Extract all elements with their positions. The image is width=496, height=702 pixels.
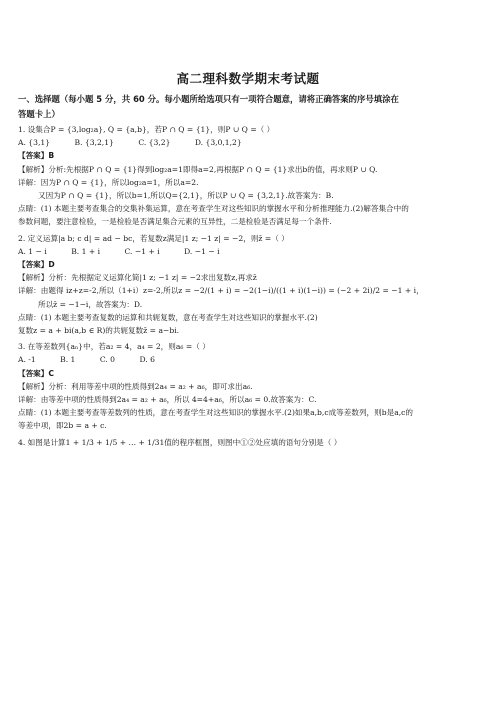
question-3 bbox=[18, 340, 480, 432]
q1-analysis: 【解析】分析:先根据P ∩ Q = {1}得到log₂a=1即得a=2,再根据P ∩ Q = {1}求出b的值，再求则P ∪ Q. bbox=[18, 164, 378, 174]
q2-option-b: B. 1 + i bbox=[71, 246, 101, 256]
question-2 bbox=[18, 232, 480, 338]
q1-stem: 1. 设集合P = {3,log₂a}, Q = {a,b}，若P ∩ Q = {1}，则P ∪ Q =（ ） bbox=[18, 125, 275, 134]
q2-detail-2: 所以z̄ = −1−i，故答案为：D. bbox=[38, 299, 143, 309]
exam-content bbox=[18, 92, 480, 449]
q2-stem: 2. 定义运算|a b; c d| = ad − bc，若复数z满足|1 z; −1 z| = −2，则z̄ =（ ） bbox=[18, 233, 289, 243]
q3-detail-1: 详解：由等差中项的性质得到2a₄ = a₂ + a₆，所以 4=4+a₆，所以a₆ = 0.故答案为：C. bbox=[18, 395, 317, 405]
section-heading-line2: 答题卡上） bbox=[18, 108, 60, 119]
q2-comment-1: 点睛：(1) 本题主要考查复数的运算和共轭复数，意在考查学生对这些知识的掌握水平.(2) bbox=[18, 312, 318, 322]
q2-comment-2: 复数z = a + bi(a,b ∈ R)的共轭复数z̄ = a−bi. bbox=[18, 326, 180, 336]
q3-option-d: D. 6 bbox=[139, 355, 155, 365]
q3-comment-2: 等差中项，即2b = a + c. bbox=[18, 421, 107, 431]
q2-options bbox=[18, 245, 480, 258]
q3-analysis: 【解析】分析：利用等差中项的性质得到2a₄ = a₂ + a₆，即可求出a₆. bbox=[18, 381, 253, 391]
q3-option-a: A. -1 bbox=[18, 355, 36, 365]
q2-option-d: D. −1 − i bbox=[184, 246, 220, 256]
page-title: 高二理科数学期末考试题 bbox=[176, 71, 320, 86]
q1-option-d: D. {3,0,1,2} bbox=[194, 138, 242, 148]
q4-stem: 4. 如图是计算1 + 1/3 + 1/5 + … + 1/31值的程序框图，则图中①②处应填的语句分别是（ ） bbox=[18, 437, 342, 447]
q3-answer: 【答案】C bbox=[18, 368, 54, 378]
q1-answer: 【答案】B bbox=[18, 151, 55, 161]
q1-detail-1: 详解：因为P ∩ Q = {1}，所以log₂a=1，所以a=2. bbox=[18, 177, 199, 187]
q1-option-b: B. {3,2,1} bbox=[74, 138, 114, 148]
q2-option-a: A. 1 − i bbox=[18, 246, 47, 256]
q1-comment-1: 点睛：(1) 本题主要考查集合的交集补集运算，意在考查学生对这些知识的掌握水平和分析推理能力.(2)解答集合中的 bbox=[18, 204, 409, 214]
q2-answer: 【答案】D bbox=[18, 260, 55, 270]
q3-comment-1: 点睛：(1) 本题主要考查等差数列的性质，意在考查学生对这些知识的掌握水平.(2)如果a,b,c成等差数列，则b是a,c的 bbox=[18, 408, 413, 418]
q1-option-a: A. {3,1} bbox=[18, 138, 51, 148]
q3-stem: 3. 在等差数列{aₙ}中，若a₂ = 4，a₄ = 2，则a₆ =（ ） bbox=[18, 342, 210, 352]
q1-detail-2: 又因为P ∩ Q = {1}，所以b=1,所以Q={2,1}，所以P ∪ Q = {3,2,1}.故答案为：B. bbox=[38, 191, 334, 201]
q2-option-c: C. −1 + i bbox=[124, 246, 160, 256]
q1-option-c: C. {3,2} bbox=[138, 138, 171, 148]
q2-analysis: 【解析】分析：先根据定义运算化简|1 z; −1 z| = −2求出复数z,再求z̄ bbox=[18, 273, 257, 283]
question-4 bbox=[18, 436, 480, 449]
q1-options bbox=[18, 136, 480, 149]
section-heading bbox=[18, 92, 480, 121]
q3-options bbox=[18, 353, 480, 366]
q3-option-c: C. 0 bbox=[99, 355, 116, 365]
q1-comment-2: 参数问题，要注意检验，一是检验是否满足集合元素的互异性，二是检验是否满足每一个条件. bbox=[18, 217, 332, 227]
section-heading-line1: 一、选择题（每小题 5 分，共 60 分。每小题所给选项只有一项符合题意，请将正确答案的序号填涂在 bbox=[18, 94, 399, 104]
q3-option-b: B. 1 bbox=[60, 355, 76, 365]
question-1 bbox=[18, 123, 480, 229]
q2-detail-1: 详解：由题得 iz+z=-2,所以（1+i）z=-2,所以z = −2/(1 + i) = −2(1−i)/((1 + i)(1−i)) = (−2 + 2i)/2 = −1 + i， bbox=[18, 286, 424, 296]
